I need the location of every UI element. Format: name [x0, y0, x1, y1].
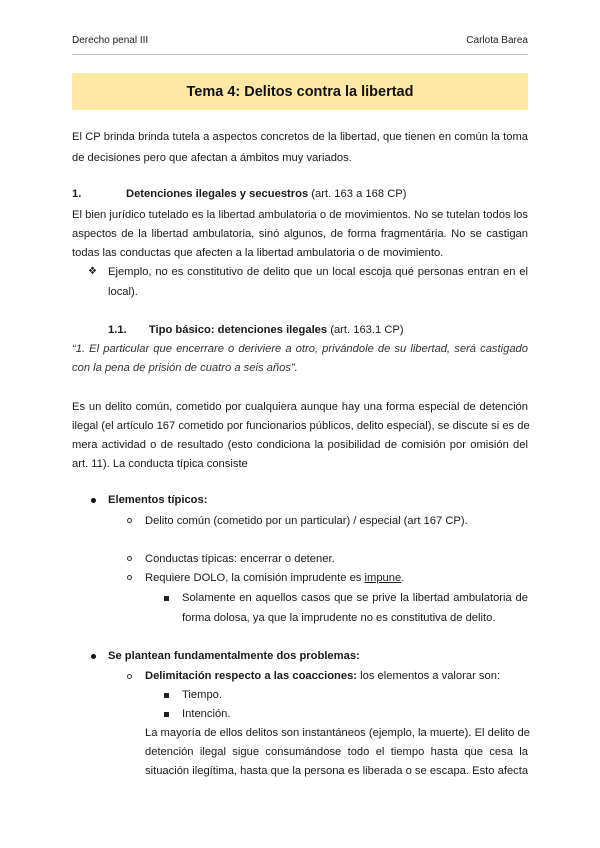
bullet-icon: [91, 654, 96, 659]
body-line: El bien jurídico tutelado es la libertad ambulatoria o de movimientos. No se tutelan todos los: [72, 209, 528, 221]
circle-bullet-icon: [127, 575, 132, 580]
item-rest: los elementos a valorar son:: [357, 670, 501, 682]
quote-line: “1. El particular que encerrare o deriviere a otro, privándole de su libertad, será castigado: [72, 343, 528, 355]
underlined-term: impune: [364, 572, 402, 584]
bullet-icon: [91, 498, 96, 503]
body-line: detención ilegal sigue consumándose todo el tiempo hasta que cesa la: [145, 746, 528, 758]
body-line: ilegal (el artículo 167 cometido por funcionarios públicos, delito especial), se discute si es de: [72, 420, 530, 432]
header-course: Derecho penal III: [72, 35, 149, 46]
body-line: situación ilegítima, hasta que la persona es liberada o se escapa. Esto afecta: [145, 765, 529, 777]
problemas-heading: Se plantean fundamentalmente dos problemas:: [108, 650, 360, 662]
square-bullet-icon: [164, 596, 169, 601]
section-title: Tipo básico: detenciones ilegales: [148, 324, 328, 336]
dolo-text: Requiere DOLO, la comisión imprudente es: [145, 572, 365, 584]
intro-line: El CP brinda brinda tutela a aspectos concretos de la libertad, que tienen en común la toma: [72, 131, 528, 143]
section-1-heading: [72, 187, 528, 201]
example-line: Ejemplo, no es constitutivo de delito que un local escoja qué personas entran en el: [108, 266, 528, 278]
dolo-suffix: .: [401, 572, 405, 584]
square-bullet-icon: [164, 712, 169, 717]
section-1-number: [72, 187, 81, 201]
section-ref: (art. 163 a 168 CP): [308, 188, 407, 200]
diamond-bullet-icon: ❖: [88, 266, 97, 277]
item-bold: Delimitación respecto a las coacciones:: [145, 670, 358, 682]
body-line: aspectos de la libertad ambulatoria, sinó algunos, de forma fragmentária. No se castigan: [72, 228, 528, 240]
intro-line: de decisiones pero que afectan a ámbitos muy variados.: [72, 152, 352, 164]
page-title: Tema 4: Delitos contra la libertad: [186, 83, 414, 100]
list-item: Conductas típicas: encerrar o detener.: [145, 553, 335, 565]
list-item-coacciones: [145, 669, 528, 683]
circle-bullet-icon: [127, 556, 132, 561]
section-ref: (art. 163.1 CP): [327, 324, 404, 336]
circle-bullet-icon: [127, 518, 132, 523]
section-number: 1.: [72, 188, 82, 200]
section-1-1-heading: [108, 323, 528, 337]
body-line: todas las conductas que afecten a la libertad ambulatoria o de movimiento.: [72, 247, 444, 259]
title-banner: [72, 73, 528, 110]
section-title: Detenciones ilegales y secuestros: [126, 188, 309, 200]
body-line: art. 11). La conducta típica consiste: [72, 458, 248, 470]
sub-item: Tiempo.: [182, 689, 222, 701]
quote-line: con la pena de prisión de cuatro a seis años”.: [72, 362, 298, 374]
sub-item-line: Solamente en aquellos casos que se prive la libertad ambulatoria de: [182, 592, 528, 604]
body-line: mera actividad o de resultado (esto condiciona la posibilidad de comisión por omisión del: [72, 439, 528, 451]
section-heading-text: [106, 188, 406, 200]
circle-bullet-icon: [127, 674, 132, 679]
header-author: Carlota Barea: [466, 35, 528, 46]
sub-item: Intención.: [182, 708, 231, 720]
square-bullet-icon: [164, 693, 169, 698]
body-line: Es un delito común, cometido por cualquiera aunque hay una forma especial de detención: [72, 401, 528, 413]
example-line: local).: [108, 286, 138, 298]
elementos-heading: Elementos típicos:: [108, 494, 208, 506]
header-divider: [72, 54, 528, 55]
list-item-dolo: [145, 571, 528, 585]
sub-item-line: forma dolosa, ya que la imprudente no es constitutiva de delito.: [182, 612, 496, 624]
body-line: La mayoría de ellos delitos son instantáneos (ejemplo, la muerte). El delito de: [145, 727, 530, 739]
list-item: Delito común (cometido por un particular) / especial (art 167 CP).: [145, 515, 468, 527]
section-number: 1.1.: [108, 324, 127, 336]
